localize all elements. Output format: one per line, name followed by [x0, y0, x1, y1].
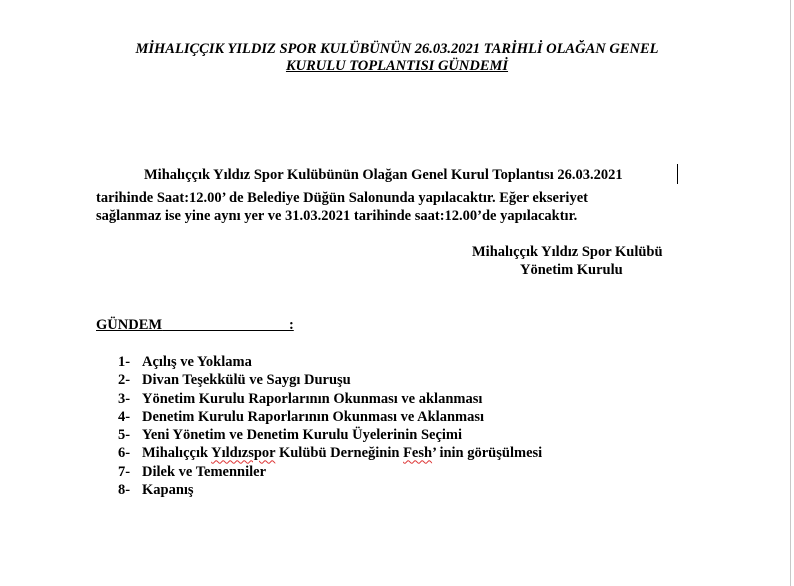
body-paragraph-line1: Mihalıççık Yıldız Spor Kulübünün Olağan Genel Kurul Toplantısı 26.03.2021 — [144, 167, 623, 183]
item-number: 5- — [118, 427, 131, 444]
item-number: 3- — [118, 390, 131, 407]
list-item — [118, 444, 542, 462]
signature-board: Yönetim Kurulu — [520, 262, 623, 278]
item-number: 1- — [118, 354, 131, 370]
item-text: Kapanış — [142, 482, 194, 499]
signature-org: Mihalıççık Yıldız Spor Kulübü — [472, 244, 663, 260]
spellcheck-word[interactable]: Fesh — [403, 445, 433, 462]
agenda-list — [118, 353, 542, 499]
list-item — [118, 426, 542, 444]
item-number: 7- — [118, 463, 131, 480]
list-item — [118, 390, 542, 408]
document-title-line2-text: KURULU TOPLANTISI GÜNDEMİ — [285, 58, 509, 74]
item-number: 4- — [118, 408, 131, 425]
agenda-heading-suffix: : — [162, 317, 294, 333]
body-paragraph-line3: sağlanmaz ise yine aynı yer ve 31.03.2021 tarihinde saat:12.00’de yapılacaktır. — [96, 208, 578, 224]
list-item — [118, 353, 542, 371]
item-text: Dilek ve Temenniler — [142, 463, 267, 480]
item-text: Açılış ve Yoklama — [142, 354, 252, 370]
item-number: 6- — [118, 445, 131, 462]
item-number: 8- — [118, 482, 131, 499]
agenda-heading-text: GÜNDEM — [96, 317, 163, 333]
list-item — [118, 408, 542, 426]
item-text: Yönetim Kurulu Raporlarının Okunması ve aklanması — [142, 390, 483, 407]
agenda-heading — [96, 317, 294, 334]
text-cursor — [677, 164, 678, 184]
document-title-line1: MİHALIÇÇIK YILDIZ SPOR KULÜBÜNÜN 26.03.2021 TARİHLİ OLAĞAN GENEL — [135, 41, 659, 57]
item-text-pre: Mihalıççık — [142, 445, 212, 462]
document-title-line2 — [0, 58, 794, 75]
spellcheck-word[interactable]: Yıldızspor — [211, 445, 276, 462]
item-text-mid: Kulübü Derneğinin — [275, 445, 404, 462]
item-text: Denetim Kurulu Raporlarının Okunması ve Aklanması — [142, 408, 485, 425]
page-edge — [790, 0, 791, 586]
list-item — [118, 371, 542, 389]
body-paragraph-line2: tarihinde Saat:12.00’ de Belediye Düğün Salonunda yapılacaktır. Eğer ekseriyet — [96, 190, 588, 206]
list-item — [118, 481, 542, 499]
item-number: 2- — [118, 372, 131, 389]
item-text-post: ’ inin görüşülmesi — [432, 445, 543, 462]
item-text: Divan Teşekkülü ve Saygı Duruşu — [142, 372, 351, 389]
item-text: Yeni Yönetim ve Denetim Kurulu Üyelerinin Seçimi — [142, 427, 463, 444]
list-item — [118, 463, 542, 481]
